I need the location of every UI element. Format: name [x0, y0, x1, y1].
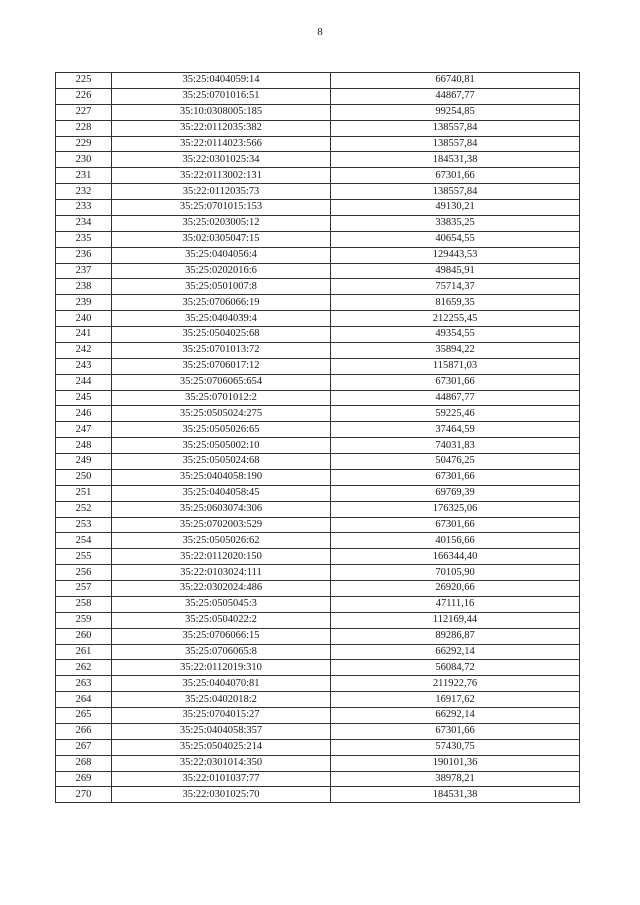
row-number-cell: 244	[56, 374, 112, 390]
table-row	[56, 438, 580, 454]
value-cell: 184531,38	[331, 787, 580, 803]
cadastral-number-cell: 35:22:0112035:382	[112, 120, 331, 136]
value-cell: 176325,06	[331, 501, 580, 517]
value-cell: 66292,14	[331, 708, 580, 724]
value-cell: 67301,66	[331, 469, 580, 485]
table-row	[56, 660, 580, 676]
row-number-cell: 225	[56, 73, 112, 89]
cadastral-number-cell: 35:22:0112035:73	[112, 184, 331, 200]
table-row	[56, 279, 580, 295]
cadastral-number-cell: 35:25:0504025:214	[112, 739, 331, 755]
cadastral-number-cell: 35:25:0701015:153	[112, 200, 331, 216]
row-number-cell: 246	[56, 406, 112, 422]
table-row	[56, 692, 580, 708]
row-number-cell: 241	[56, 327, 112, 343]
row-number-cell: 231	[56, 168, 112, 184]
value-cell: 74031,83	[331, 438, 580, 454]
cadastral-number-cell: 35:25:0505002:10	[112, 438, 331, 454]
cadastral-number-cell: 35:25:0501007:8	[112, 279, 331, 295]
row-number-cell: 247	[56, 422, 112, 438]
cadastral-number-cell: 35:02:0305047:15	[112, 231, 331, 247]
table-row	[56, 469, 580, 485]
row-number-cell: 230	[56, 152, 112, 168]
table-row	[56, 263, 580, 279]
cadastral-number-cell: 35:25:0701012:2	[112, 390, 331, 406]
row-number-cell: 240	[56, 311, 112, 327]
value-cell: 67301,66	[331, 723, 580, 739]
cadastral-number-cell: 35:22:0112019:310	[112, 660, 331, 676]
cadastral-number-cell: 35:10:0308005:185	[112, 104, 331, 120]
cadastral-value-table	[55, 72, 580, 803]
value-cell: 16917,62	[331, 692, 580, 708]
row-number-cell: 266	[56, 723, 112, 739]
value-cell: 212255,45	[331, 311, 580, 327]
value-cell: 81659,35	[331, 295, 580, 311]
value-cell: 37464,59	[331, 422, 580, 438]
table-row	[56, 644, 580, 660]
cadastral-number-cell: 35:22:0302024:486	[112, 581, 331, 597]
value-cell: 75714,37	[331, 279, 580, 295]
cadastral-number-cell: 35:22:0301025:34	[112, 152, 331, 168]
value-cell: 99254,85	[331, 104, 580, 120]
table-row	[56, 565, 580, 581]
row-number-cell: 269	[56, 771, 112, 787]
row-number-cell: 235	[56, 231, 112, 247]
table-row	[56, 215, 580, 231]
row-number-cell: 265	[56, 708, 112, 724]
table-row	[56, 517, 580, 533]
table-row	[56, 787, 580, 803]
value-cell: 57430,75	[331, 739, 580, 755]
value-cell: 56084,72	[331, 660, 580, 676]
table-row	[56, 104, 580, 120]
table-row	[56, 454, 580, 470]
row-number-cell: 245	[56, 390, 112, 406]
row-number-cell: 252	[56, 501, 112, 517]
cadastral-number-cell: 35:25:0704015:27	[112, 708, 331, 724]
cadastral-number-cell: 35:25:0706066:15	[112, 628, 331, 644]
row-number-cell: 267	[56, 739, 112, 755]
row-number-cell: 237	[56, 263, 112, 279]
row-number-cell: 254	[56, 533, 112, 549]
row-number-cell: 232	[56, 184, 112, 200]
cadastral-number-cell: 35:25:0701016:51	[112, 88, 331, 104]
value-cell: 33835,25	[331, 215, 580, 231]
table-row	[56, 501, 580, 517]
table-row	[56, 374, 580, 390]
value-cell: 166344,40	[331, 549, 580, 565]
cadastral-number-cell: 35:25:0404039:4	[112, 311, 331, 327]
row-number-cell: 253	[56, 517, 112, 533]
row-number-cell: 264	[56, 692, 112, 708]
cadastral-number-cell: 35:22:0114023:566	[112, 136, 331, 152]
row-number-cell: 233	[56, 200, 112, 216]
cadastral-number-cell: 35:25:0505026:62	[112, 533, 331, 549]
table-row	[56, 771, 580, 787]
value-cell: 115871,03	[331, 358, 580, 374]
row-number-cell: 270	[56, 787, 112, 803]
row-number-cell: 242	[56, 342, 112, 358]
table-row	[56, 628, 580, 644]
row-number-cell: 257	[56, 581, 112, 597]
cadastral-number-cell: 35:25:0701013:72	[112, 342, 331, 358]
table-row	[56, 88, 580, 104]
value-cell: 190101,36	[331, 755, 580, 771]
row-number-cell: 228	[56, 120, 112, 136]
value-cell: 35894,22	[331, 342, 580, 358]
table-row	[56, 184, 580, 200]
page-number: 8	[317, 26, 323, 38]
value-cell: 44867,77	[331, 88, 580, 104]
value-cell: 40156,66	[331, 533, 580, 549]
cadastral-number-cell: 35:25:0202016:6	[112, 263, 331, 279]
table-row	[56, 406, 580, 422]
value-cell: 49130,21	[331, 200, 580, 216]
cadastral-number-cell: 35:25:0404058:190	[112, 469, 331, 485]
table-row	[56, 295, 580, 311]
table-row	[56, 596, 580, 612]
row-number-cell: 268	[56, 755, 112, 771]
cadastral-number-cell: 35:25:0203005:12	[112, 215, 331, 231]
value-cell: 129443,53	[331, 247, 580, 263]
value-cell: 26920,66	[331, 581, 580, 597]
cadastral-number-cell: 35:25:0505026:65	[112, 422, 331, 438]
table-row	[56, 739, 580, 755]
table-row	[56, 581, 580, 597]
value-cell: 184531,38	[331, 152, 580, 168]
value-cell: 38978,21	[331, 771, 580, 787]
value-cell: 211922,76	[331, 676, 580, 692]
table-row	[56, 327, 580, 343]
cadastral-number-cell: 35:25:0702003:529	[112, 517, 331, 533]
row-number-cell: 243	[56, 358, 112, 374]
value-cell: 59225,46	[331, 406, 580, 422]
row-number-cell: 251	[56, 485, 112, 501]
table-row	[56, 311, 580, 327]
table-row	[56, 708, 580, 724]
value-cell: 138557,84	[331, 136, 580, 152]
table-row	[56, 723, 580, 739]
row-number-cell: 248	[56, 438, 112, 454]
row-number-cell: 229	[56, 136, 112, 152]
cadastral-number-cell: 35:25:0505045:3	[112, 596, 331, 612]
value-cell: 44867,77	[331, 390, 580, 406]
table-row	[56, 485, 580, 501]
cadastral-number-cell: 35:25:0504025:68	[112, 327, 331, 343]
row-number-cell: 262	[56, 660, 112, 676]
cadastral-number-cell: 35:22:0301025:70	[112, 787, 331, 803]
table-row	[56, 755, 580, 771]
value-cell: 47111,16	[331, 596, 580, 612]
row-number-cell: 256	[56, 565, 112, 581]
cadastral-number-cell: 35:25:0706066:19	[112, 295, 331, 311]
cadastral-number-cell: 35:22:0112020:150	[112, 549, 331, 565]
cadastral-number-cell: 35:25:0404070:81	[112, 676, 331, 692]
cadastral-number-cell: 35:25:0402018:2	[112, 692, 331, 708]
value-cell: 112169,44	[331, 612, 580, 628]
value-cell: 66740,81	[331, 73, 580, 89]
row-number-cell: 263	[56, 676, 112, 692]
cadastral-number-cell: 35:25:0404056:4	[112, 247, 331, 263]
cadastral-number-cell: 35:25:0505024:68	[112, 454, 331, 470]
cadastral-number-cell: 35:22:0101037:77	[112, 771, 331, 787]
row-number-cell: 249	[56, 454, 112, 470]
table-row	[56, 200, 580, 216]
table-row	[56, 358, 580, 374]
table-row	[56, 549, 580, 565]
row-number-cell: 261	[56, 644, 112, 660]
cadastral-number-cell: 35:25:0706017:12	[112, 358, 331, 374]
table-row	[56, 247, 580, 263]
row-number-cell: 227	[56, 104, 112, 120]
value-cell: 138557,84	[331, 184, 580, 200]
row-number-cell: 258	[56, 596, 112, 612]
row-number-cell: 250	[56, 469, 112, 485]
cadastral-number-cell: 35:25:0404058:357	[112, 723, 331, 739]
table-row	[56, 533, 580, 549]
table-body	[56, 73, 580, 803]
table-row	[56, 152, 580, 168]
cadastral-number-cell: 35:22:0113002:131	[112, 168, 331, 184]
row-number-cell: 236	[56, 247, 112, 263]
value-cell: 50476,25	[331, 454, 580, 470]
cadastral-number-cell: 35:22:0301014:350	[112, 755, 331, 771]
value-cell: 89286,87	[331, 628, 580, 644]
value-cell: 49354,55	[331, 327, 580, 343]
table-row	[56, 73, 580, 89]
cadastral-number-cell: 35:25:0404058:45	[112, 485, 331, 501]
table-row	[56, 136, 580, 152]
cadastral-number-cell: 35:25:0603074:306	[112, 501, 331, 517]
cadastral-number-cell: 35:25:0706065:8	[112, 644, 331, 660]
cadastral-number-cell: 35:25:0505024:275	[112, 406, 331, 422]
row-number-cell: 226	[56, 88, 112, 104]
cadastral-number-cell: 35:22:0103024:111	[112, 565, 331, 581]
value-cell: 66292,14	[331, 644, 580, 660]
cadastral-number-cell: 35:25:0404059:14	[112, 73, 331, 89]
table-row	[56, 120, 580, 136]
row-number-cell: 238	[56, 279, 112, 295]
row-number-cell: 255	[56, 549, 112, 565]
value-cell: 67301,66	[331, 374, 580, 390]
value-cell: 67301,66	[331, 517, 580, 533]
cadastral-number-cell: 35:25:0504022:2	[112, 612, 331, 628]
table-row	[56, 612, 580, 628]
row-number-cell: 234	[56, 215, 112, 231]
value-cell: 67301,66	[331, 168, 580, 184]
row-number-cell: 260	[56, 628, 112, 644]
table-row	[56, 390, 580, 406]
value-cell: 138557,84	[331, 120, 580, 136]
table-row	[56, 231, 580, 247]
value-cell: 49845,91	[331, 263, 580, 279]
row-number-cell: 239	[56, 295, 112, 311]
table-row	[56, 342, 580, 358]
value-cell: 70105,90	[331, 565, 580, 581]
value-cell: 40654,55	[331, 231, 580, 247]
cadastral-number-cell: 35:25:0706065:654	[112, 374, 331, 390]
table-row	[56, 422, 580, 438]
value-cell: 69769,39	[331, 485, 580, 501]
table-row	[56, 168, 580, 184]
row-number-cell: 259	[56, 612, 112, 628]
table-row	[56, 676, 580, 692]
